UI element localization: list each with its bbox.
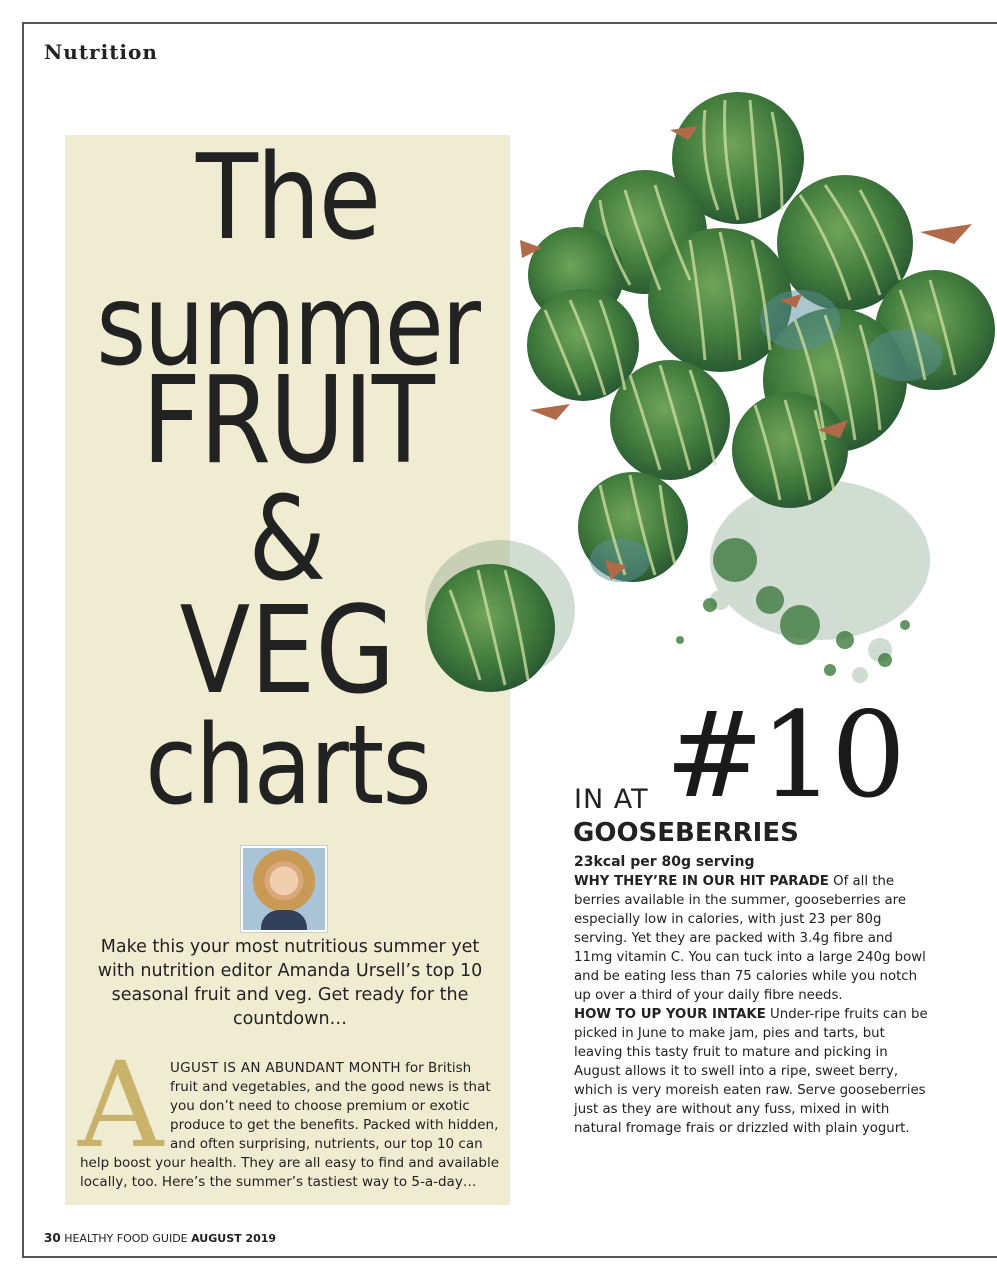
headline (65, 128, 510, 829)
page-footer (44, 1231, 276, 1245)
body-line-5: and often surprising, nutrients, our top 10 can (170, 1136, 483, 1152)
body-lead-caps: UGUST IS AN ABUNDANT MONTH (170, 1060, 401, 1076)
headline-line-fruit: FRUIT (141, 352, 434, 491)
section-label: Nutrition (44, 40, 158, 64)
headline-line-the: The (195, 128, 380, 266)
intro-standfirst: Make this your most nutritious summer yet with nutrition editor Amanda Ursell’s top 10 seasonal fruit and veg. Get ready for the countdown… (97, 937, 483, 1029)
why-heading: WHY THEY’RE IN OUR HIT PARADE (574, 874, 829, 889)
headline-line-ampersand: & (248, 472, 327, 607)
magazine-name: HEALTHY FOOD GUIDE (64, 1232, 188, 1245)
body-line-2: fruit and vegetables, and the good news is that (170, 1079, 491, 1095)
drop-cap: A (78, 1036, 164, 1174)
rank-title: GOOSEBERRIES (573, 818, 799, 848)
why-text: Of all the berries available in the summer, gooseberries are especially low in calories, with just 23 per 80g serving. Yet they are packed with 3.4g fibre and 11mg vitamin C. You can tuck into a large 240g bowl and be eating less than 75 calories while you notch up over a third of your daily fibre needs. (574, 874, 926, 1003)
rank-body (574, 872, 934, 1138)
body-line-1: for British (400, 1060, 472, 1076)
body-line-3: you don’t need to choose premium or exotic (170, 1098, 470, 1114)
rank-number: #10 (665, 686, 903, 824)
serving-info: 23kcal per 80g serving (574, 854, 755, 870)
headline-line-veg: VEG (179, 582, 396, 721)
body-line-6: help boost your health. They are all easy to find and available (80, 1155, 500, 1171)
how-heading: HOW TO UP YOUR INTAKE (574, 1007, 766, 1022)
rank-prefix: IN AT (574, 784, 649, 815)
intro-body (80, 1059, 500, 1192)
body-line-7: locally, too. Here’s the summer’s tastiest way to 5-a-day… (80, 1174, 477, 1190)
issue-date: AUGUST 2019 (191, 1232, 277, 1245)
how-text: Under-ripe fruits can be picked in June to make jam, pies and tarts, but leaving this tasty fruit to mature and picking in August allows it to swell into a ripe, sweet berry, which is very moreish eaten raw. Serve gooseberries just as they are without any fuss, mixed in with natural fromage frais or drizzled with plain yogurt. (574, 1007, 928, 1136)
page-number: 30 (44, 1231, 61, 1245)
headline-line-charts: charts (145, 701, 430, 829)
headline-line-summer: summer (96, 261, 479, 391)
author-photo (241, 846, 327, 932)
body-line-4: produce to get the benefits. Packed with hidden, (170, 1117, 499, 1133)
